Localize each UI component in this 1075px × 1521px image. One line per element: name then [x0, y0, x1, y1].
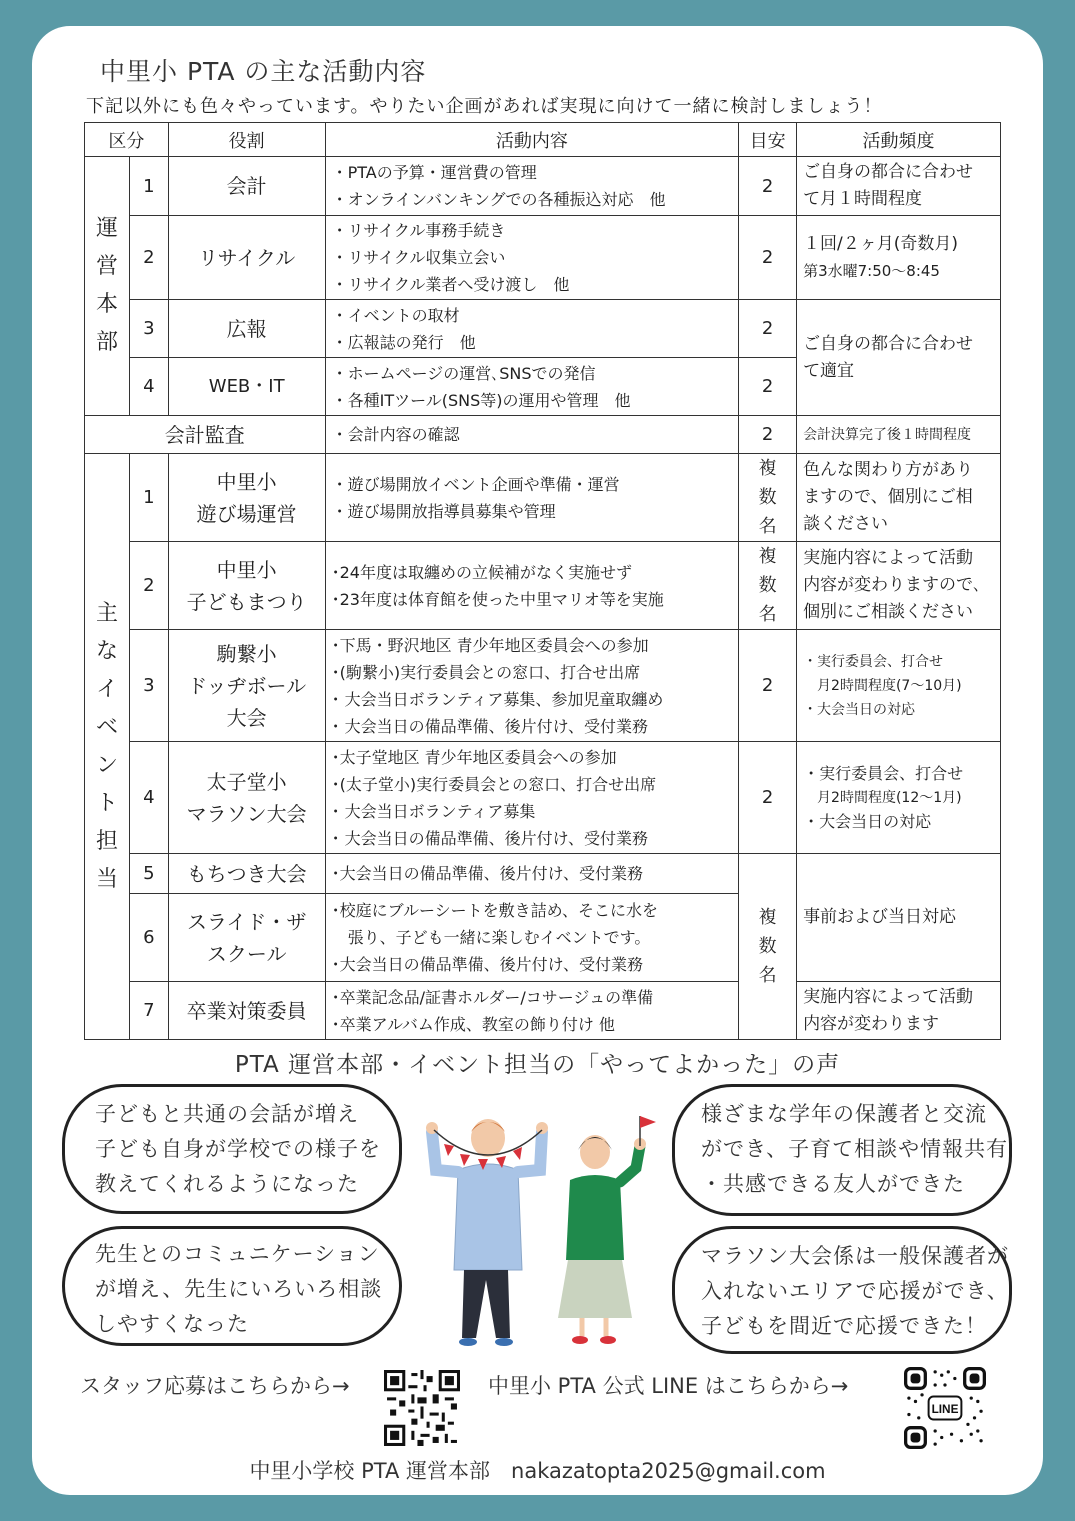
- activity-cell: ･24年度は取纏めの立候補がなく実施せず ･23年度は体育館を使った中里マリオ等を実施: [325, 542, 739, 630]
- header-role: 役割: [168, 123, 325, 157]
- role-name: 太子堂小 マラソン大会: [168, 742, 325, 854]
- line-badge: LINE: [931, 1401, 959, 1416]
- table-row: [85, 854, 1001, 894]
- meyasu-cell: 2: [739, 416, 797, 454]
- frequency-cell: １回/２ヶ月(奇数月) 第3水曜7:50〜8:45: [797, 216, 1001, 300]
- table-row: [85, 416, 1001, 454]
- voice-bubble-3: 様ざまな学年の保護者と交流 ができ、子育て相談や情報共有 ・共感できる友人ができた: [672, 1084, 1012, 1216]
- header-kubun: 区分: [85, 123, 169, 157]
- voices-title: PTA 運営本部・イベント担当の「やってよかった」の声: [234, 1052, 841, 1078]
- activity-cell: ・会計内容の確認: [325, 416, 739, 454]
- people-illustration: [410, 1110, 670, 1360]
- header-meyasu: 目安: [739, 123, 797, 157]
- row-number: 1: [129, 157, 168, 216]
- frequency-cell: 実施内容によって活動 内容が変わります: [797, 982, 1001, 1040]
- line-qr-label: 中里小 PTA 公式 LINE はこちらから→: [488, 1374, 849, 1398]
- activity-table: [84, 122, 1001, 1040]
- frequency-cell: 色んな関わり方があり ますので、個別にご相 談ください: [797, 454, 1001, 542]
- table-row: [85, 216, 1001, 300]
- page-title: 中里小 PTA の主な活動内容: [100, 57, 427, 86]
- activity-cell: ・遊び場開放イベント企画や準備・運営 ・遊び場開放指導員募集や管理: [325, 454, 739, 542]
- table-row: [85, 157, 1001, 216]
- row-number: 1: [129, 454, 168, 542]
- activity-cell: ・PTAの予算・運営費の管理 ・オンラインバンキングでの各種振込対応 他: [325, 157, 739, 216]
- table-row: [85, 742, 1001, 854]
- role-name: 駒繋小 ドッヂボール 大会: [168, 630, 325, 742]
- page-subtitle: 下記以外にも色々やっています。やりたい企画があれば実現に向けて一緒に検討しましょう！: [86, 96, 883, 117]
- frequency-cell: ご自身の都合に合わせ て適宜: [797, 300, 1001, 416]
- category-unei: 運 営 本 部: [85, 157, 130, 416]
- activity-cell: ・リサイクル事務手続き ・リサイクル収集立会い ・リサイクル業者へ受け渡し 他: [325, 216, 739, 300]
- table-row: [85, 982, 1001, 1040]
- staff-qr-code[interactable]: [384, 1370, 460, 1446]
- meyasu-cell: 複 数 名: [739, 542, 797, 630]
- role-name: 広報: [168, 300, 325, 358]
- role-name: スライド・ザ スクール: [168, 894, 325, 982]
- meyasu-cell: 2: [739, 157, 797, 216]
- activity-cell: ･卒業記念品/証書ホルダー/コサージュの準備 ･卒業アルバム作成、教室の飾り付け 他: [325, 982, 739, 1040]
- man-figure: [426, 1119, 548, 1346]
- activity-cell: ･大会当日の備品準備、後片付け、受付業務: [325, 854, 739, 894]
- row-number: 2: [129, 542, 168, 630]
- role-name: もちつき大会: [168, 854, 325, 894]
- header-frequency: 活動頻度: [797, 123, 1001, 157]
- table-row: [85, 454, 1001, 542]
- row-number: 4: [129, 358, 168, 416]
- activity-cell: ・ホームページの運営､SNSでの発信 ・各種ITツール(SNS等)の運用や管理 他: [325, 358, 739, 416]
- frequency-cell: ・実行委員会、打合せ 月2時間程度(7〜10月) ・大会当日の対応: [797, 630, 1001, 742]
- table-header-row: [85, 123, 1001, 157]
- woman-figure: [558, 1116, 656, 1344]
- table-row: [85, 630, 1001, 742]
- staff-qr-label: スタッフ応募はこちらから→: [80, 1374, 350, 1398]
- voice-bubble-4: マラソン大会係は一般保護者が 入れないエリアで応援ができ、 子どもを間近で応援できた！: [672, 1226, 1012, 1354]
- frequency-cell: 事前および当日対応: [797, 854, 1001, 982]
- row-number: 6: [129, 894, 168, 982]
- header-activity: 活動内容: [325, 123, 739, 157]
- meyasu-cell: 2: [739, 358, 797, 416]
- activity-cell: ･校庭にブルーシートを敷き詰め、そこに水を 張り、子ども一緒に楽しむイベントです。 ･大会当日の備品準備、後片付け、受付業務: [325, 894, 739, 982]
- voice-bubble-1: 子どもと共通の会話が増え 子ども自身が学校での様子を 教えてくれるようになった: [62, 1084, 402, 1214]
- row-number: 3: [129, 300, 168, 358]
- meyasu-cell: 2: [739, 742, 797, 854]
- meyasu-cell: 2: [739, 216, 797, 300]
- row-number: 5: [129, 854, 168, 894]
- meyasu-cell: 2: [739, 630, 797, 742]
- activity-cell: ・イベントの取材 ・広報誌の発行 他: [325, 300, 739, 358]
- row-number: 3: [129, 630, 168, 742]
- role-name: 卒業対策委員: [168, 982, 325, 1040]
- role-name: WEB・IT: [168, 358, 325, 416]
- role-name: 中里小 遊び場運営: [168, 454, 325, 542]
- meyasu-cell: 2: [739, 300, 797, 358]
- role-name: 中里小 子どもまつり: [168, 542, 325, 630]
- voice-bubble-2: 先生とのコミュニケーション が増え、先生にいろいろ相談 しやすくなった: [62, 1226, 402, 1346]
- row-number: 4: [129, 742, 168, 854]
- table-row: [85, 542, 1001, 630]
- activity-cell: ･太子堂地区 青少年地区委員会への参加 ･(太子堂小)実行委員会との窓口、打合せ出席 ･ 大会当日ボランティア募集 ･ 大会当日の備品準備、後片付け、受付業務: [325, 742, 739, 854]
- frequency-cell: ご自身の都合に合わせ て月１時間程度: [797, 157, 1001, 216]
- frequency-cell: ・実行委員会、打合せ 月2時間程度(12〜1月) ・大会当日の対応: [797, 742, 1001, 854]
- frequency-cell: 実施内容によって活動 内容が変わりますので､ 個別にご相談ください: [797, 542, 1001, 630]
- role-name: 会計: [168, 157, 325, 216]
- line-qr-code[interactable]: [904, 1367, 986, 1449]
- row-number: 2: [129, 216, 168, 300]
- footer-contact: 中里小学校 PTA 運営本部 nakazatopta2025@gmail.com: [249, 1459, 826, 1483]
- meyasu-cell: 複 数 名: [739, 854, 797, 1040]
- meyasu-cell: 複 数 名: [739, 454, 797, 542]
- role-name: 会計監査: [85, 416, 326, 454]
- table-row: [85, 300, 1001, 358]
- activity-cell: ･下馬・野沢地区 青少年地区委員会への参加 ･(駒繋小)実行委員会との窓口、打合せ出席 ･ 大会当日ボランティア募集、参加児童取纏め ･ 大会当日の備品準備、後片付け、受付業務: [325, 630, 739, 742]
- role-name: リサイクル: [168, 216, 325, 300]
- frequency-cell: 会計決算完了後１時間程度: [797, 416, 1001, 454]
- row-number: 7: [129, 982, 168, 1040]
- category-event: 主 な イ ベ ン ト 担 当: [85, 454, 130, 1040]
